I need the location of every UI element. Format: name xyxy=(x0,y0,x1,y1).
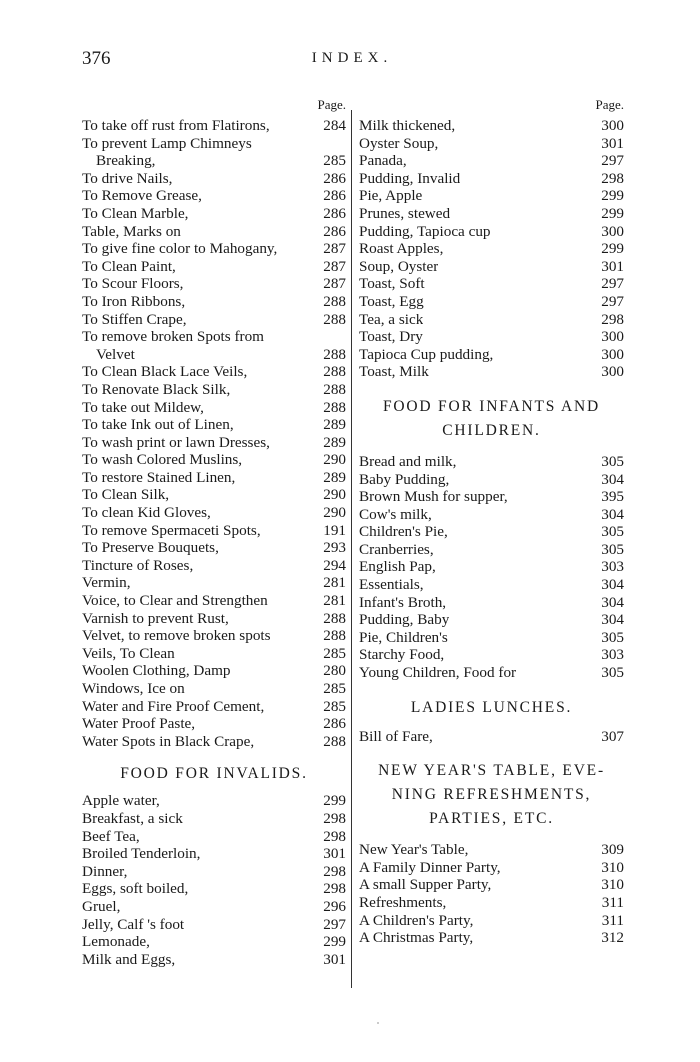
index-entry xyxy=(359,187,624,205)
index-entry xyxy=(359,311,624,329)
page-column-label: Page. xyxy=(595,97,624,112)
entry-page: 304 xyxy=(601,611,624,629)
index-entry xyxy=(82,933,346,951)
index-entry xyxy=(82,223,346,241)
index-entry xyxy=(82,680,346,698)
entry-title: Tapioca Cup pudding, xyxy=(359,345,494,363)
entry-title: Soup, Oyster xyxy=(359,257,439,275)
entry-title: To take Ink out of Linen, xyxy=(82,416,234,434)
entry-title: To drive Nails, xyxy=(82,169,173,187)
entry-title: Table, Marks on xyxy=(82,222,181,240)
entry-title: Refreshments, xyxy=(359,894,447,911)
entry-page: 285 xyxy=(323,644,346,662)
entry-page: 312 xyxy=(601,929,624,947)
section-title-newyear-1: NEW YEAR'S TABLE, EVE- xyxy=(378,762,605,780)
index-entry xyxy=(82,898,346,916)
entry-page: 298 xyxy=(323,827,346,845)
entry-title: Windows, Ice on xyxy=(82,680,185,697)
index-entry xyxy=(82,662,346,680)
entry-title: Bread and milk, xyxy=(359,452,457,470)
entry-title: To Scour Floors, xyxy=(82,275,184,293)
entry-page: 296 xyxy=(323,897,346,915)
entry-page: 286 xyxy=(323,187,346,205)
index-entry xyxy=(82,592,346,610)
index-entry xyxy=(82,258,346,276)
index-entry xyxy=(359,346,624,364)
index-entry xyxy=(82,170,346,188)
entry-title: Roast Apples, xyxy=(359,240,444,258)
entry-title: Cow's milk, xyxy=(359,505,432,523)
entry-page: 289 xyxy=(323,416,346,434)
index-entry xyxy=(359,506,624,524)
entry-page: 290 xyxy=(323,486,346,504)
entry-page: 299 xyxy=(323,792,346,810)
entry-page: 286 xyxy=(323,169,346,187)
entry-page: 297 xyxy=(601,292,624,310)
entry-page: 286 xyxy=(323,715,346,733)
index-entry xyxy=(82,610,346,628)
entry-title: Velvet, to remove broken spots xyxy=(82,627,271,645)
entry-page: 304 xyxy=(601,470,624,488)
entry-page: 301 xyxy=(601,257,624,275)
entry-title: To Preserve Bouquets, xyxy=(82,539,219,557)
invalids-continued-entries xyxy=(359,117,624,381)
index-entry xyxy=(359,117,624,135)
entry-title: Milk and Eggs, xyxy=(82,950,176,968)
entry-page: 288 xyxy=(323,398,346,416)
index-entry xyxy=(359,363,624,381)
entry-page: 300 xyxy=(601,363,624,381)
index-entry xyxy=(359,646,624,664)
entry-title: Breakfast, a sick xyxy=(82,809,183,827)
entry-title: To remove broken Spots from xyxy=(82,328,264,346)
entry-page: 288 xyxy=(323,732,346,750)
entry-title: Baby Pudding, xyxy=(359,470,450,488)
entry-title: To Clean Marble, xyxy=(82,204,189,222)
index-entry xyxy=(82,715,346,733)
entry-title: Jelly, Calf 's foot xyxy=(82,915,185,933)
entry-title: Pudding, Tapioca cup xyxy=(359,222,491,240)
entry-page: 303 xyxy=(601,558,624,576)
section-title-invalids: FOOD FOR INVALIDS. xyxy=(120,765,308,783)
section-title-ladies: LADIES LUNCHES. xyxy=(410,698,573,716)
section-title-newyear-3: PARTIES, ETC. xyxy=(429,810,554,828)
page-header xyxy=(82,48,622,72)
index-entry xyxy=(359,523,624,541)
entry-page: 300 xyxy=(601,117,624,134)
entry-title: Toast, Milk xyxy=(359,363,429,381)
index-entry xyxy=(359,223,624,241)
index-entry xyxy=(82,539,346,557)
entry-title: Tea, a sick xyxy=(359,310,424,328)
entry-title: A Family Dinner Party, xyxy=(359,858,501,876)
entry-page: 305 xyxy=(601,452,624,470)
entry-title: To take off rust from Flatirons, xyxy=(82,117,270,134)
entry-title: Apple water, xyxy=(82,792,160,810)
entry-title: Water and Fire Proof Cement, xyxy=(82,697,265,715)
entry-page: 288 xyxy=(323,310,346,328)
entry-page: 288 xyxy=(323,363,346,381)
entry-page: 304 xyxy=(601,576,624,594)
entry-page: 298 xyxy=(601,310,624,328)
entry-title: To remove Spermaceti Spots, xyxy=(82,521,261,539)
index-entry xyxy=(82,810,346,828)
entry-title: Vermin, xyxy=(82,574,131,592)
entry-page: 307 xyxy=(601,727,624,745)
entry-page: 289 xyxy=(323,433,346,451)
entry-title: Veils, To Clean xyxy=(82,644,175,662)
entry-title: To Clean Paint, xyxy=(82,257,176,275)
entry-title: Starchy Food, xyxy=(359,646,445,664)
entry-title: A small Supper Party, xyxy=(359,876,492,894)
entry-page: 285 xyxy=(323,152,346,170)
entry-title: Toast, Dry xyxy=(359,328,423,346)
index-entry xyxy=(82,451,346,469)
entry-title: Beef Tea, xyxy=(82,827,140,845)
section-title-newyear-2: NING REFRESHMENTS, xyxy=(391,786,592,804)
entry-page: 294 xyxy=(323,556,346,574)
entry-page: 299 xyxy=(601,187,624,205)
right-column xyxy=(359,96,624,947)
entry-title: Infant's Broth, xyxy=(359,593,447,611)
entry-page: 301 xyxy=(323,950,346,968)
index-entry xyxy=(359,859,624,877)
entry-title: To Remove Grease, xyxy=(82,187,202,205)
entry-title: To Iron Ribbons, xyxy=(82,292,186,310)
entry-title: Pudding, Invalid xyxy=(359,169,461,187)
index-entry xyxy=(82,293,346,311)
entry-title: Brown Mush for supper, xyxy=(359,488,508,506)
index-entry xyxy=(82,557,346,575)
entry-title: To Clean Black Lace Veils, xyxy=(82,363,248,381)
entry-title: Essentials, xyxy=(359,576,424,594)
index-entry xyxy=(359,541,624,559)
index-entry xyxy=(359,170,624,188)
entry-title: To Stiffen Crape, xyxy=(82,310,187,328)
index-entry xyxy=(82,522,346,540)
entry-page: 300 xyxy=(601,328,624,346)
entry-page: 310 xyxy=(601,876,624,894)
index-entry xyxy=(82,698,346,716)
entry-page xyxy=(342,135,346,153)
index-entry xyxy=(82,416,346,434)
index-entry xyxy=(359,576,624,594)
entry-page: 288 xyxy=(323,345,346,363)
entry-page: 288 xyxy=(323,627,346,645)
index-entry xyxy=(359,240,624,258)
index-entry xyxy=(359,328,624,346)
entry-page: 191 xyxy=(323,521,346,539)
entry-page: 305 xyxy=(601,628,624,646)
entry-title: Woolen Clothing, Damp xyxy=(82,662,231,680)
entry-title: Panada, xyxy=(359,152,407,170)
entry-title: Broiled Tenderloin, xyxy=(82,845,201,863)
index-entry xyxy=(359,558,624,576)
entry-page: 298 xyxy=(323,880,346,898)
index-entry xyxy=(359,152,624,170)
index-entry xyxy=(82,845,346,863)
entry-page: 281 xyxy=(323,592,346,610)
entry-title: Dinner, xyxy=(82,862,128,880)
entry-title: Pudding, Baby xyxy=(359,611,450,629)
index-entry xyxy=(359,471,624,489)
index-entry xyxy=(82,311,346,329)
entry-page: 281 xyxy=(323,574,346,592)
index-entry xyxy=(359,876,624,894)
entry-page: 310 xyxy=(601,858,624,876)
entry-title: Children's Pie, xyxy=(359,523,448,541)
household-entries xyxy=(82,117,346,750)
index-entry xyxy=(359,728,624,746)
index-entry xyxy=(359,894,624,912)
index-entry xyxy=(359,275,624,293)
entry-page: 290 xyxy=(323,451,346,469)
index-entry xyxy=(82,916,346,934)
entry-title: Tincture of Roses, xyxy=(82,556,194,574)
index-entry xyxy=(82,574,346,592)
index-entry xyxy=(359,611,624,629)
index-entry xyxy=(82,627,346,645)
invalids-entries xyxy=(82,792,346,968)
entry-title: Eggs, soft boiled, xyxy=(82,880,189,898)
entry-title: Voice, to Clear and Strengthen xyxy=(82,592,268,610)
entry-title: Milk thickened, xyxy=(359,117,456,134)
running-title: INDEX. xyxy=(311,50,393,66)
entry-title: Water Spots in Black Crape, xyxy=(82,732,255,750)
index-entry xyxy=(82,792,346,810)
index-entry xyxy=(82,275,346,293)
entry-title: To take out Mildew, xyxy=(82,398,204,416)
entry-page: 298 xyxy=(323,809,346,827)
left-column xyxy=(82,96,346,968)
index-entry xyxy=(82,117,346,135)
entry-page: 286 xyxy=(323,222,346,240)
index-entry xyxy=(359,453,624,471)
entry-page: 303 xyxy=(601,646,624,664)
entry-page: 285 xyxy=(323,680,346,697)
entry-title: A Christmas Party, xyxy=(359,929,474,947)
entry-page: 311 xyxy=(601,894,624,911)
entry-page: 311 xyxy=(601,911,624,929)
index-entry xyxy=(359,629,624,647)
entry-title: A Children's Party, xyxy=(359,911,474,929)
entry-page: 309 xyxy=(601,841,624,859)
entry-page: 297 xyxy=(601,152,624,170)
page-column-label: Page. xyxy=(317,97,346,112)
entry-page: 287 xyxy=(323,240,346,258)
index-entry xyxy=(82,152,346,170)
entry-title: Bill of Fare, xyxy=(359,727,433,745)
entry-title: Breaking, xyxy=(96,152,156,170)
entry-title: Toast, Egg xyxy=(359,292,424,310)
entry-page: 299 xyxy=(601,240,624,258)
index-entry xyxy=(359,594,624,612)
column-divider xyxy=(351,110,352,988)
page-number: 376 xyxy=(82,48,111,69)
entry-title: Pie, Children's xyxy=(359,628,448,646)
paper-speck xyxy=(377,1022,379,1024)
index-entry xyxy=(82,863,346,881)
index-entry xyxy=(82,434,346,452)
index-entry xyxy=(82,733,346,751)
entry-page: 300 xyxy=(601,222,624,240)
entry-page xyxy=(342,328,346,346)
index-entry xyxy=(359,135,624,153)
index-entry xyxy=(82,486,346,504)
entry-page: 280 xyxy=(323,662,346,680)
entry-page: 297 xyxy=(323,915,346,933)
index-entry xyxy=(359,841,624,859)
index-entry xyxy=(359,258,624,276)
entry-title: Gruel, xyxy=(82,897,121,915)
entry-title: To wash print or lawn Dresses, xyxy=(82,433,270,451)
index-entry xyxy=(82,469,346,487)
entry-page: 290 xyxy=(323,504,346,522)
entry-title: New Year's Table, xyxy=(359,841,469,859)
index-entry xyxy=(359,664,624,682)
entry-title: Pie, Apple xyxy=(359,187,423,205)
entry-page: 305 xyxy=(601,523,624,541)
entry-title: To prevent Lamp Chimneys xyxy=(82,134,252,152)
entry-page: 304 xyxy=(601,593,624,611)
section-title-infants: FOOD FOR INFANTS AND xyxy=(382,397,600,415)
entry-title: Young Children, Food for xyxy=(359,664,517,682)
entry-page: 286 xyxy=(323,204,346,222)
entry-title: To wash Colored Muslins, xyxy=(82,451,243,469)
index-entry xyxy=(359,929,624,947)
index-entry xyxy=(82,328,346,346)
index-entry xyxy=(82,187,346,205)
entry-page: 298 xyxy=(323,862,346,880)
entry-page: 304 xyxy=(601,505,624,523)
entry-page: 301 xyxy=(601,134,624,152)
entry-page: 288 xyxy=(323,380,346,398)
entry-title: English Pap, xyxy=(359,558,436,576)
index-entry xyxy=(359,205,624,223)
entry-title: Prunes, stewed xyxy=(359,204,451,222)
entry-page: 287 xyxy=(323,275,346,293)
entry-page: 305 xyxy=(601,664,624,682)
entry-title: To give fine color to Mahogany, xyxy=(82,240,278,258)
entry-title: Oyster Soup, xyxy=(359,134,439,152)
index-entry xyxy=(82,399,346,417)
newyear-entries xyxy=(359,841,624,947)
ladies-entries xyxy=(359,728,624,746)
index-entry xyxy=(82,381,346,399)
entry-page: 305 xyxy=(601,540,624,558)
index-entry xyxy=(82,240,346,258)
index-entry xyxy=(82,346,346,364)
index-entry xyxy=(82,504,346,522)
entry-page: 299 xyxy=(601,204,624,222)
entry-page: 284 xyxy=(323,117,346,134)
entry-page: 301 xyxy=(323,845,346,863)
index-entry xyxy=(82,645,346,663)
entry-title: To clean Kid Gloves, xyxy=(82,504,211,522)
entry-page: 299 xyxy=(323,933,346,951)
index-entry xyxy=(82,205,346,223)
entry-page: 288 xyxy=(323,609,346,627)
index-entry xyxy=(359,293,624,311)
entry-title: To Clean Silk, xyxy=(82,486,170,504)
entry-title: Velvet xyxy=(96,345,135,363)
entry-title: Toast, Soft xyxy=(359,275,425,293)
index-entry xyxy=(82,828,346,846)
index-entry xyxy=(359,912,624,930)
entry-page: 293 xyxy=(323,539,346,557)
infants-entries xyxy=(359,453,624,682)
index-entry xyxy=(359,488,624,506)
entry-title: Lemonade, xyxy=(82,933,150,951)
section-title-children: CHILDREN. xyxy=(442,421,541,439)
entry-title: Varnish to prevent Rust, xyxy=(82,609,229,627)
entry-page: 288 xyxy=(323,292,346,310)
entry-title: To restore Stained Linen, xyxy=(82,468,236,486)
entry-title: Cranberries, xyxy=(359,540,434,558)
index-entry xyxy=(82,135,346,153)
index-entry xyxy=(82,880,346,898)
entry-title: Water Proof Paste, xyxy=(82,715,196,733)
entry-page: 287 xyxy=(323,257,346,275)
entry-page: 297 xyxy=(601,275,624,293)
entry-page: 298 xyxy=(601,169,624,187)
index-entry xyxy=(82,951,346,969)
entry-page: 285 xyxy=(323,697,346,715)
entry-title: To Renovate Black Silk, xyxy=(82,380,231,398)
entry-page: 300 xyxy=(601,345,624,363)
entry-page: 289 xyxy=(323,468,346,486)
index-entry xyxy=(82,363,346,381)
entry-page: 395 xyxy=(601,488,624,506)
